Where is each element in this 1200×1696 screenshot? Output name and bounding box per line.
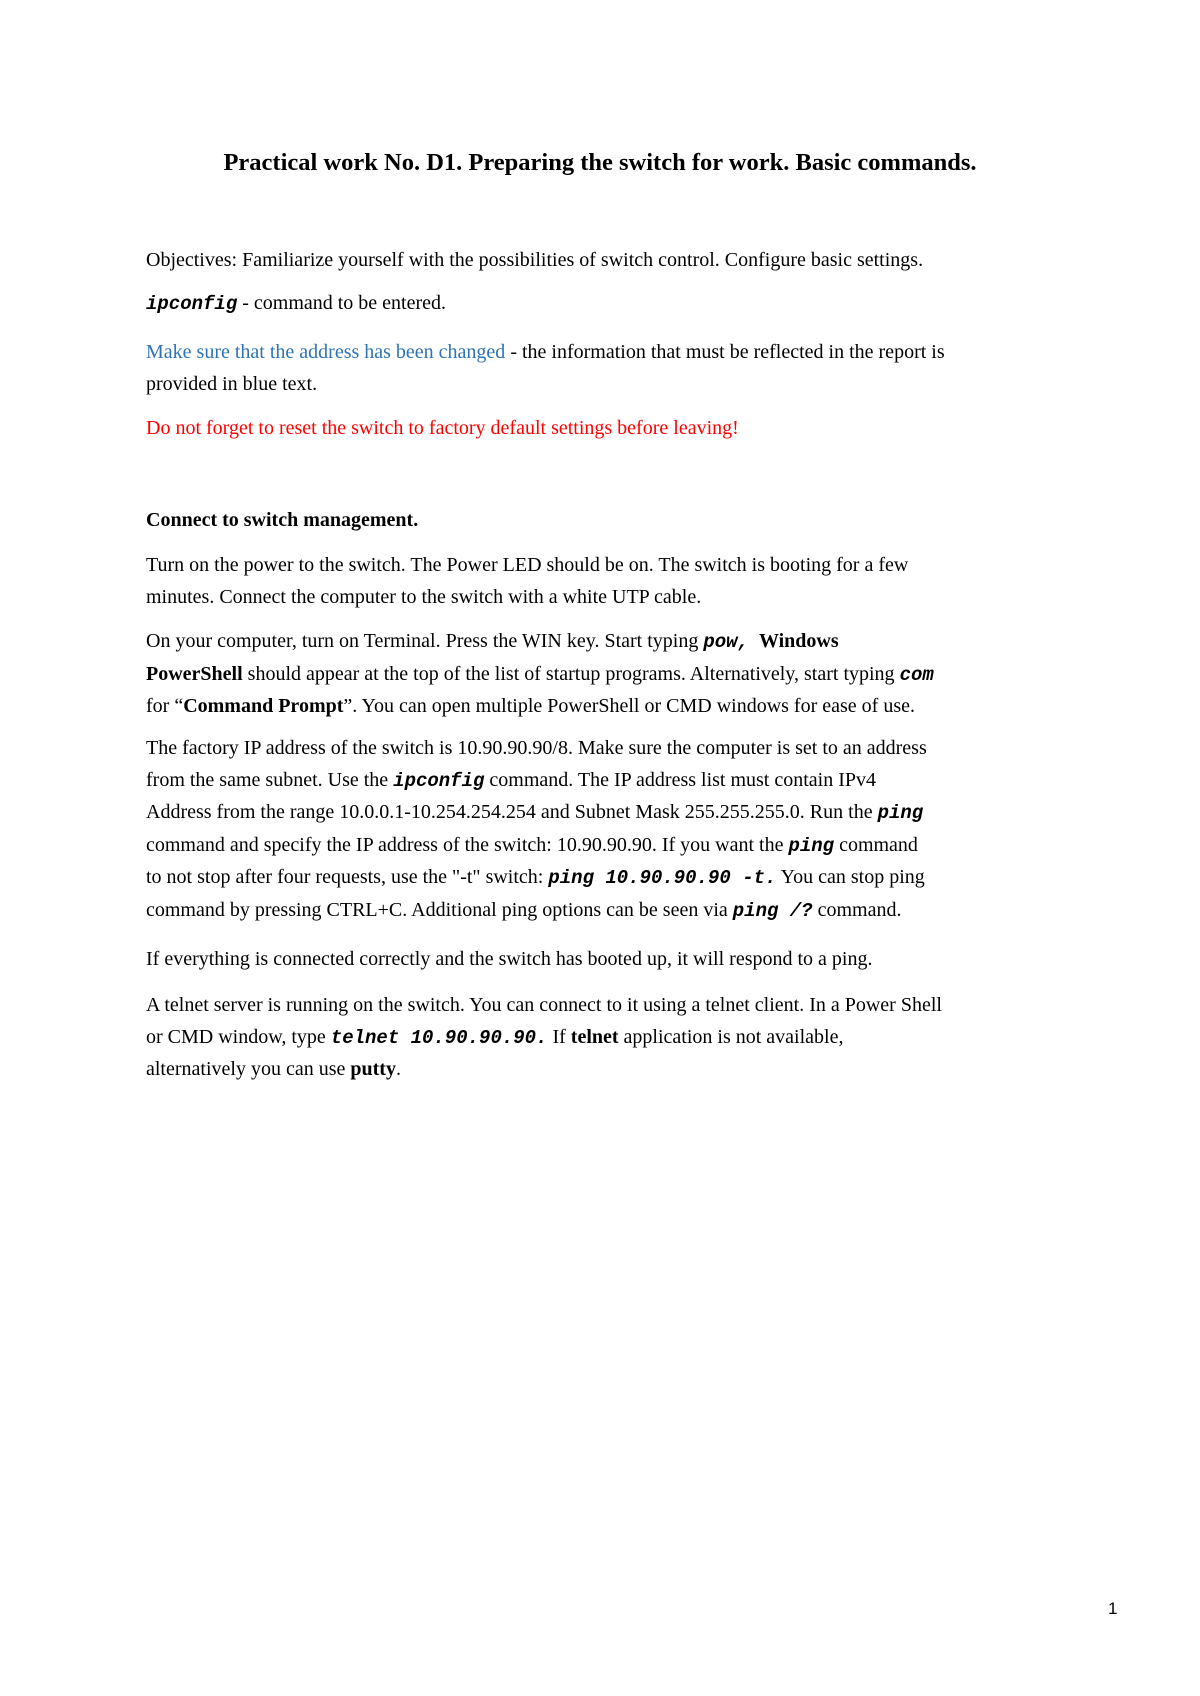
text-bold: Command Prompt	[183, 695, 344, 717]
paragraph-line: Turn on the power to the switch. The Power LED should be on. The switch is booting for a few	[146, 554, 909, 576]
paragraph-ok: If everything is connected correctly and the switch has booted up, it will respond to a ping.	[146, 948, 873, 970]
text-run: alternatively you can use	[146, 1058, 351, 1080]
text-bold: telnet	[570, 1025, 619, 1048]
legend-report-text-2: provided in blue text.	[146, 372, 318, 395]
command-example: ipconfig	[146, 293, 238, 315]
text-run: command. The IP address list must contain IPv4	[484, 768, 877, 791]
paragraph-power	[146, 550, 1126, 613]
paragraph-telnet	[146, 990, 1126, 1086]
text-run: Address from the range 10.0.0.1-10.254.254.254 and Subnet Mask 255.255.255.0. Run the	[146, 801, 878, 823]
text-run: command by pressing CTRL+C. Additional ping options can be seen via	[146, 898, 733, 921]
command-ping: ping	[877, 802, 924, 824]
paragraph-terminal	[146, 626, 1126, 723]
text-run: You can stop ping	[776, 866, 925, 888]
legend-report-text: - the information that must be reflected in the report is	[505, 341, 945, 363]
paragraph-ip	[146, 733, 1126, 927]
text-run: command.	[812, 898, 902, 921]
text-run: for “	[146, 695, 184, 717]
legend-command-text: - command to be entered.	[237, 292, 447, 314]
text-run: If	[547, 1025, 571, 1048]
text-run: from the same subnet. Use the	[146, 768, 394, 791]
text-run: ”. You can open multiple PowerShell or CMD windows for ease of use.	[343, 695, 915, 717]
text-bold: putty	[350, 1058, 396, 1080]
blue-report-example: Make sure that the address has been changed	[146, 341, 506, 363]
command-ipconfig: ipconfig	[393, 769, 485, 792]
text-run: On your computer, turn on Terminal. Press the WIN key. Start typing	[146, 630, 704, 652]
text-run: .	[395, 1058, 401, 1080]
command-com: com	[899, 663, 934, 686]
legend-report	[146, 337, 1126, 400]
warning-text: Do not forget to reset the switch to factory default settings before leaving!	[146, 417, 739, 439]
legend-command	[146, 288, 1126, 321]
text-run: command and specify the IP address of the switch: 10.90.90.90. If you want the	[146, 833, 789, 856]
command-ping: ping	[788, 834, 835, 857]
command-telnet: telnet 10.90.90.90.	[330, 1026, 548, 1049]
text-run: to not stop after four requests, use the "-t" switch:	[146, 866, 549, 888]
command-ping-t: ping 10.90.90.90 -t.	[548, 867, 777, 889]
text-run: application is not available,	[618, 1025, 844, 1048]
command-pow: pow,	[703, 631, 749, 653]
text-bold: PowerShell	[146, 662, 243, 685]
section-heading: Connect to switch management.	[146, 509, 419, 531]
page-number: 1	[1108, 1599, 1118, 1618]
paragraph-line: The factory IP address of the switch is 10.90.90.90/8. Make sure the computer is set to an address	[146, 737, 927, 759]
page-title: Practical work No. D1. Preparing the switch for work. Basic commands.	[223, 149, 977, 176]
command-ping-help: ping /?	[732, 899, 813, 922]
paragraph-line: minutes. Connect the computer to the switch with a white UTP cable.	[146, 585, 702, 608]
text-run: or CMD window, type	[146, 1025, 331, 1048]
text-run: command	[834, 833, 918, 856]
text-run: should appear at the top of the list of startup programs. Alternatively, start typing	[242, 662, 900, 685]
paragraph-line: A telnet server is running on the switch. You can connect to it using a telnet client. In a Power Shell	[146, 994, 942, 1016]
objectives-text: Objectives: Familiarize yourself with the possibilities of switch control. Configure basic settings.	[146, 249, 924, 271]
text-bold: Windows	[758, 630, 839, 652]
